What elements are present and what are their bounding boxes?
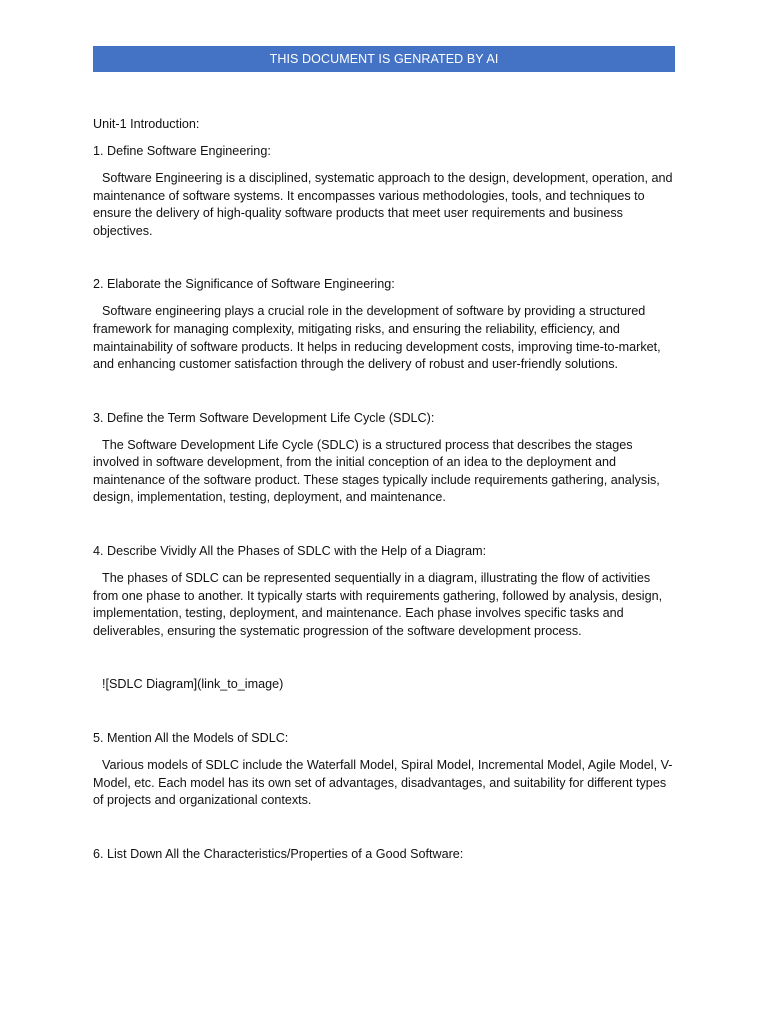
- ai-generated-banner: THIS DOCUMENT IS GENRATED BY AI: [93, 46, 675, 72]
- question-6: 6. List Down All the Characteristics/Properties of a Good Software:: [93, 846, 464, 861]
- answer-1: Software Engineering is a disciplined, systematic approach to the design, development, operation, and maintenance of software systems. It encompasses various methodologies, tools, and techniques to ensure the delivery of high-quality software products that meet user requirements and business objectives.: [93, 170, 673, 238]
- spacer: [93, 507, 675, 543]
- question-4: 4. Describe Vividly All the Phases of SDLC with the Help of a Diagram:: [93, 544, 487, 559]
- answer-2: Software engineering plays a crucial role in the development of software by providing a structured framework for managing complexity, mitigating risks, and ensuring the reliability, efficiency, and maintainability of software products. It helps in reducing development costs, improving time-to-market, and enhancing customer satisfaction through the delivery of robust and user-friendly solutions.: [93, 304, 661, 372]
- question-3: 3. Define the Term Software Development Life Cycle (SDLC):: [93, 410, 435, 425]
- sdlc-diagram-placeholder: ![SDLC Diagram](link_to_image): [102, 677, 284, 692]
- question-5: 5. Mention All the Models of SDLC:: [93, 731, 289, 746]
- unit-title: Unit-1 Introduction:: [93, 117, 200, 131]
- answer-4: The phases of SDLC can be represented sequentially in a diagram, illustrating the flow of activities from one phase to another. It typically starts with requirements gathering, followed by analysis, design, implementation, testing, deployment, and maintenance. Each phase involves specific tasks and deliverables, ensuring the systematic progression of the software development process.: [93, 571, 663, 638]
- answer-5: Various models of SDLC include the Waterfall Model, Spiral Model, Incremental Model, Agile Model, V-Model, etc. Each model has its own set of advantages, disadvantages, and suitability for different types of projects and organizational contexts.: [93, 758, 673, 808]
- document-body: [93, 116, 675, 873]
- spacer: [93, 374, 675, 410]
- question-1: 1. Define Software Engineering:: [93, 143, 271, 158]
- spacer: [93, 640, 675, 676]
- answer-3: The Software Development Life Cycle (SDLC) is a structured process that describes the stages involved in software development, from the initial conception of an idea to the deployment and maintenance of the software product. These stages typically include requirements gathering, analysis, design, implementation, testing, deployment, and maintenance.: [93, 437, 660, 505]
- spacer: [93, 240, 675, 276]
- question-2: 2. Elaborate the Significance of Software Engineering:: [93, 277, 395, 292]
- spacer: [93, 694, 675, 730]
- spacer: [93, 810, 675, 846]
